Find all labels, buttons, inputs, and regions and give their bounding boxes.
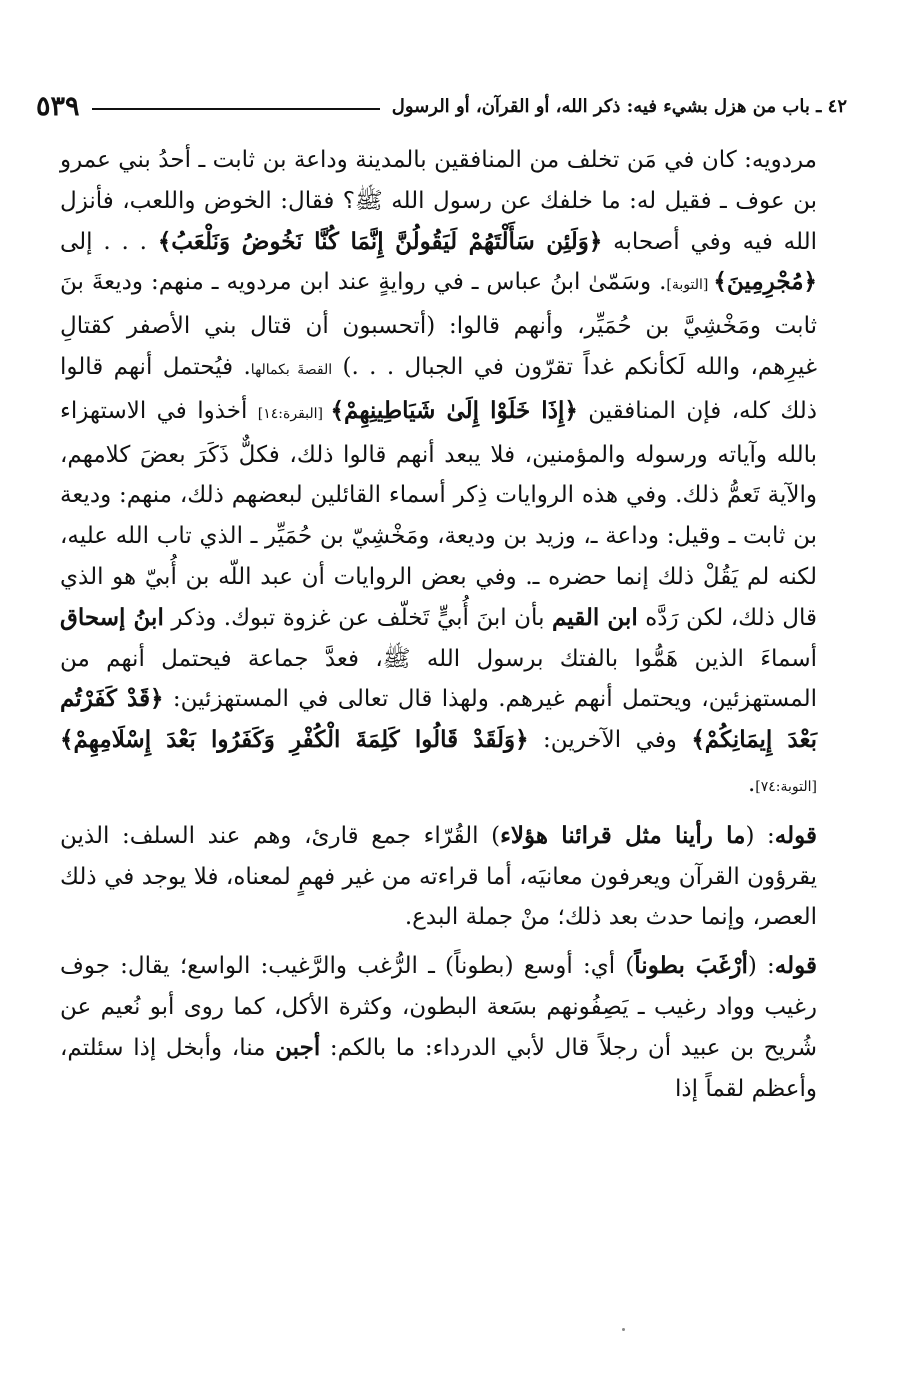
page-number: ٥٣٩ [36,90,80,122]
paragraph-lead: قوله [774,821,817,849]
paragraph-lead: قوله [774,952,817,980]
quran-verse: ﴿إِذَا خَلَوْا إِلَىٰ شَيَاطِينِهِمْ﴾ [330,396,578,424]
text: منا، وأبخل إذا سئلتم، وأعظم لقماً إذا [60,1034,817,1102]
page-body [60,140,817,1109]
quran-verse: ﴿وَلَئِن سَأَلْتَهُمْ لَيَقُولُنَّ إِنَّمَا كُنَّا نَخُوضُ وَنَلْعَبُ﴾ [157,227,603,255]
verse-reference: [التوبة:٧٤] [755,778,817,795]
paragraph-3 [60,946,817,1109]
verse-reference: [البقرة:١٤] [257,405,331,422]
quoted-phrase: ما رأينا مثل قرائنا هؤلاء [500,821,746,849]
header-rule [92,108,380,110]
inline-note: القصةَ بكمالها [250,361,333,378]
text: . [747,770,756,797]
text: أخذوا في الاستهزاء بالله وآياته ورسوله والمؤمنين، فلا يبعد أنهم قالوا ذلك، فكلٌّ ذَكَرَ بعضَ كلامهم، والآية تَعمُّ ذلك. وفي هذه الروايات ذِكر أسماء القائلين لبعضهم ذلك، منهم: وديعة بن ثابت ـ وقيل: وداعة ـ، وزيد بن وديعة، ومَخْشِيّ بن حُمَيِّر ـ الذي تاب الله عليه، لكنه لم يَقُلْ ذلك إنما حضره ـ. وفي بعض الروايات أن عبد اللّه بن أُبيّ هو الذي قال ذلك، لكن رَدَّه [60,397,818,631]
text: ) أي: أوسع (بطوناً) ـ الرُّغب والرَّغيب: الواسع؛ يقال: جوف رغيب وواد رغيب ـ يَصِفُونهم بسَعة البطون، وكثرة الأكل، كما روى أبو نُعيم عن شُريح بن عبيد أن رجلاً قال لأبي الدرداء: ما بالكم: [60,953,817,1061]
running-title: ٤٢ ـ باب من هزل بشيء فيه: ذكر الله، أو القرآن، أو الرسول [391,95,847,117]
text: مردويه: كان في مَن تخلف من المنافقين بالمدينة وداعة بن ثابت ـ أحدُ بني عمرو بن عوف ـ فقيل له: ما خلفك عن رسول الله ﷺ؟ فقال: الخوض واللعب، فأنزل الله فيه وفي أصحابه [60,147,817,255]
text: أسماءَ الذين هَمُّوا بالفتك برسول الله ﷺ، فعدَّ جماعة فيحتمل أنهم من المستهزئين، ويحتمل أنهم غيرهم. ولهذا قال تعالى في المستهزئين: [60,645,817,713]
text: بأن ابنَ أُبيٍّ تَخلّف عن غزوة تبوك. وذكر [163,604,552,631]
text: . فيُحتمل أنهم قالوا ذلك كله، فإن المنافقين [60,353,817,424]
page-speck [622,1328,625,1331]
scholar-name: ابن القيم [551,603,638,631]
quoted-phrase: أرْغَبَ بطوناً [634,952,748,980]
quran-verse: ﴿مُجْرِمِينَ﴾ [713,268,818,296]
paragraph-2 [60,816,817,938]
text: . . . إلى [60,228,158,255]
verse-reference: [التوبة] [666,277,714,294]
text: وفي الآخرين: [528,727,692,754]
text: ) القُرّاء جمع قارئ، وهم عند السلف: الذين يقرؤون القرآن ويعرفون معانيَه، أما قراءته من غير فهمٍ لمعناه، فلا يوجد في ذلك العصر، وإنما حدث بعد ذلك؛ منْ جملة البدع. [60,822,817,931]
text: . وسَمّىٰ ابنُ عباس ـ في روايةٍ عند ابن مردويه ـ منهم: وديعةَ بنَ ثابت ومَخْشِيَّ بن حُمَيِّر، وأنهم قالوا: (أتحسبون أن قتال بني الأصفر كقتالِ غيرِهم، والله لَكأنكم غداً تقرّون في الجبال . . .) [60,269,817,380]
paragraph-1 [60,140,817,808]
scholar-name: ابنُ إسحاق [60,603,164,631]
quran-verse: ﴿وَلَقَدْ قَالُوا كَلِمَةَ الْكُفْرِ وَكَفَرُوا بَعْدَ إِسْلَامِهِمْ﴾ [60,726,529,754]
text: : ( [745,822,775,849]
page-header [36,86,847,126]
text: : ( [747,953,775,980]
emphasized-word: أجبن [275,1033,321,1061]
quran-verse: ﴿قَدْ كَفَرْتُم بَعْدَ إِيمَانِكُمْ﴾ [60,685,818,754]
